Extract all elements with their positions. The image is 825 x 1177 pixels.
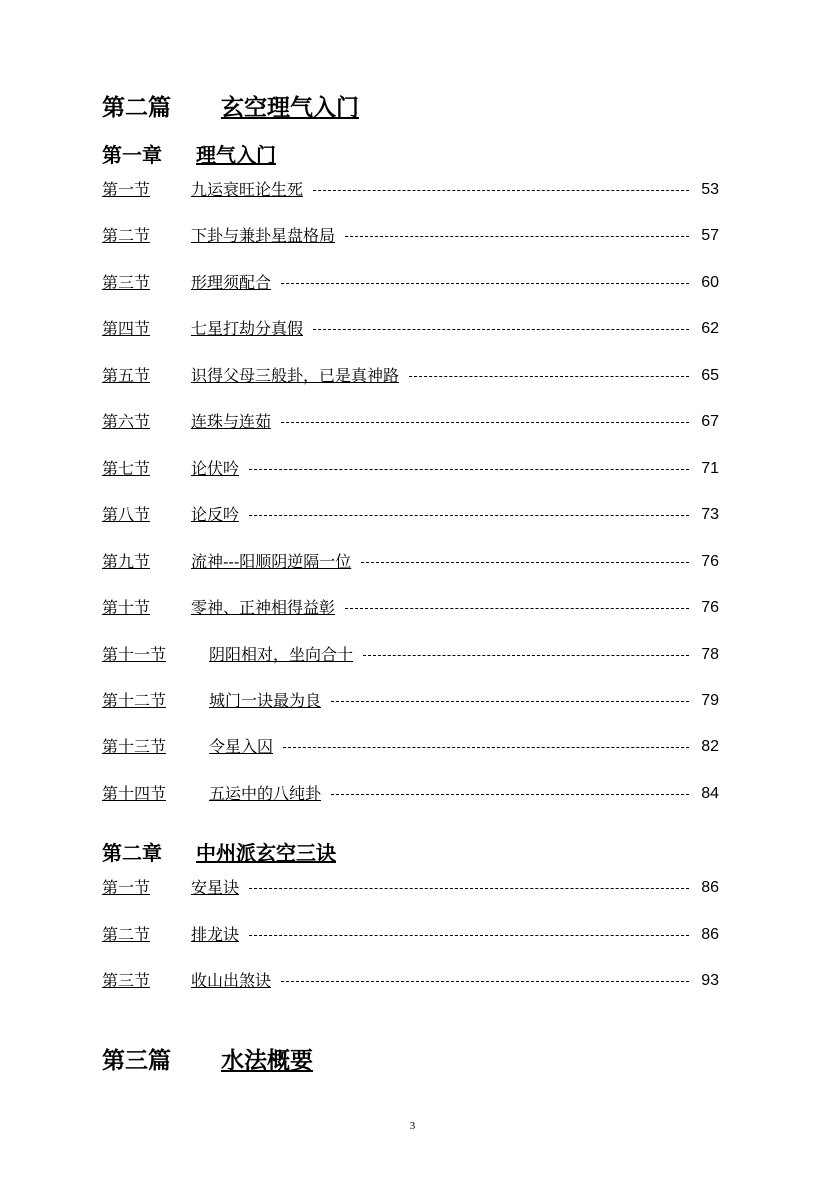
toc-entry[interactable] <box>102 596 719 620</box>
toc-entry[interactable] <box>102 550 719 574</box>
toc-page-number[interactable]: 57 <box>701 227 719 244</box>
toc-section-label[interactable]: 第三节 <box>102 273 151 292</box>
toc-section-label[interactable]: 第三节 <box>102 971 151 990</box>
toc-section-title[interactable]: 城门一诀最为良 <box>209 691 322 710</box>
toc-section-title[interactable]: 下卦与兼卦星盘格局 <box>191 226 336 245</box>
toc-section-label[interactable]: 第四节 <box>102 319 151 338</box>
chapter-heading <box>102 142 276 168</box>
chapter-label: 第一章 <box>102 143 162 167</box>
part-title: 水法概要 <box>221 1047 313 1074</box>
toc-section-title[interactable]: 论反吟 <box>191 505 240 524</box>
toc-section-title[interactable]: 流神---阳顺阴逆隔一位 <box>191 552 352 571</box>
toc-page-number[interactable]: 60 <box>701 274 719 291</box>
toc-entry[interactable] <box>102 364 719 388</box>
toc-section-title[interactable]: 收山出煞诀 <box>191 971 272 990</box>
toc-section-title[interactable]: 九运衰旺论生死 <box>191 180 304 199</box>
toc-dot-leader <box>345 236 689 237</box>
toc-page-number[interactable]: 93 <box>701 972 719 989</box>
toc-entry[interactable] <box>102 271 719 295</box>
chapter-label: 第二章 <box>102 841 162 865</box>
toc-section-label[interactable]: 第五节 <box>102 366 151 385</box>
toc-entry[interactable] <box>102 224 719 248</box>
part-heading <box>102 1047 313 1075</box>
toc-section-title[interactable]: 连珠与连茹 <box>191 412 272 431</box>
toc-entry[interactable] <box>102 782 719 806</box>
toc-page-number[interactable]: 79 <box>701 692 719 709</box>
toc-section-title[interactable]: 排龙诀 <box>191 925 240 944</box>
chapter-title: 中州派玄空三诀 <box>196 841 336 865</box>
toc-entry[interactable] <box>102 178 719 202</box>
part-label: 第三篇 <box>102 1047 171 1074</box>
toc-section-title[interactable]: 七星打劫分真假 <box>191 319 304 338</box>
toc-dot-leader <box>313 190 689 191</box>
toc-dot-leader <box>249 515 689 516</box>
toc-dot-leader <box>331 794 689 795</box>
toc-section-label[interactable]: 第十三节 <box>102 737 167 756</box>
toc-section-label[interactable]: 第七节 <box>102 459 151 478</box>
part-heading <box>102 94 359 122</box>
toc-page-number[interactable]: 62 <box>701 320 719 337</box>
toc-dot-leader <box>283 747 689 748</box>
toc-entry[interactable] <box>102 735 719 759</box>
toc-dot-leader <box>331 701 689 702</box>
toc-dot-leader <box>281 422 689 423</box>
toc-section-label[interactable]: 第十四节 <box>102 784 167 803</box>
toc-page-number[interactable]: 86 <box>701 879 719 896</box>
toc-dot-leader <box>249 469 689 470</box>
toc-page-number[interactable]: 78 <box>701 646 719 663</box>
part-label: 第二篇 <box>102 94 171 121</box>
toc-section-title[interactable]: 论伏吟 <box>191 459 240 478</box>
toc-section-title[interactable]: 阴阳相对，坐向合十 <box>209 645 354 664</box>
toc-section-label[interactable]: 第六节 <box>102 412 151 431</box>
part-title: 玄空理气入门 <box>221 94 359 121</box>
toc-page-number[interactable]: 82 <box>701 738 719 755</box>
toc-dot-leader <box>249 888 689 889</box>
toc-dot-leader <box>313 329 689 330</box>
toc-page-number[interactable]: 71 <box>701 460 719 477</box>
toc-entry[interactable] <box>102 923 719 947</box>
toc-entry[interactable] <box>102 503 719 527</box>
toc-entry[interactable] <box>102 689 719 713</box>
toc-dot-leader <box>361 562 689 563</box>
toc-section-title[interactable]: 五运中的八纯卦 <box>209 784 322 803</box>
toc-page-number[interactable]: 65 <box>701 367 719 384</box>
toc-section-label[interactable]: 第十二节 <box>102 691 167 710</box>
toc-section-label[interactable]: 第十节 <box>102 598 151 617</box>
toc-section-label[interactable]: 第八节 <box>102 505 151 524</box>
toc-entry[interactable] <box>102 876 719 900</box>
toc-section-title[interactable]: 形理须配合 <box>191 273 272 292</box>
page-number: 3 <box>409 1120 416 1132</box>
toc-dot-leader <box>281 981 689 982</box>
toc-section-label[interactable]: 第一节 <box>102 180 151 199</box>
toc-page-number[interactable]: 76 <box>701 599 719 616</box>
toc-dot-leader <box>409 376 689 377</box>
toc-dot-leader <box>281 283 689 284</box>
toc-section-title[interactable]: 零神、正神相得益彰 <box>191 598 336 617</box>
chapter-heading <box>102 840 336 866</box>
toc-section-label[interactable]: 第二节 <box>102 925 151 944</box>
toc-dot-leader <box>345 608 689 609</box>
toc-section-label[interactable]: 第一节 <box>102 878 151 897</box>
toc-page-number[interactable]: 67 <box>701 413 719 430</box>
toc-entry[interactable] <box>102 410 719 434</box>
toc-entry[interactable] <box>102 969 719 993</box>
toc-section-label[interactable]: 第二节 <box>102 226 151 245</box>
toc-page-number[interactable]: 76 <box>701 553 719 570</box>
toc-page-number[interactable]: 53 <box>701 181 719 198</box>
toc-entry[interactable] <box>102 643 719 667</box>
toc-dot-leader <box>363 655 689 656</box>
toc-section-title[interactable]: 令星入囚 <box>209 737 274 756</box>
toc-section-label[interactable]: 第九节 <box>102 552 151 571</box>
toc-entry[interactable] <box>102 457 719 481</box>
toc-entry[interactable] <box>102 317 719 341</box>
toc-section-label[interactable]: 第十一节 <box>102 645 167 664</box>
toc-page-number[interactable]: 84 <box>701 785 719 802</box>
toc-section-title[interactable]: 安星诀 <box>191 878 240 897</box>
toc-dot-leader <box>249 935 689 936</box>
chapter-title: 理气入门 <box>196 143 276 167</box>
toc-page-number[interactable]: 86 <box>701 926 719 943</box>
toc-section-title[interactable]: 识得父母三般卦，已是真神路 <box>191 366 400 385</box>
toc-page-number[interactable]: 73 <box>701 506 719 523</box>
